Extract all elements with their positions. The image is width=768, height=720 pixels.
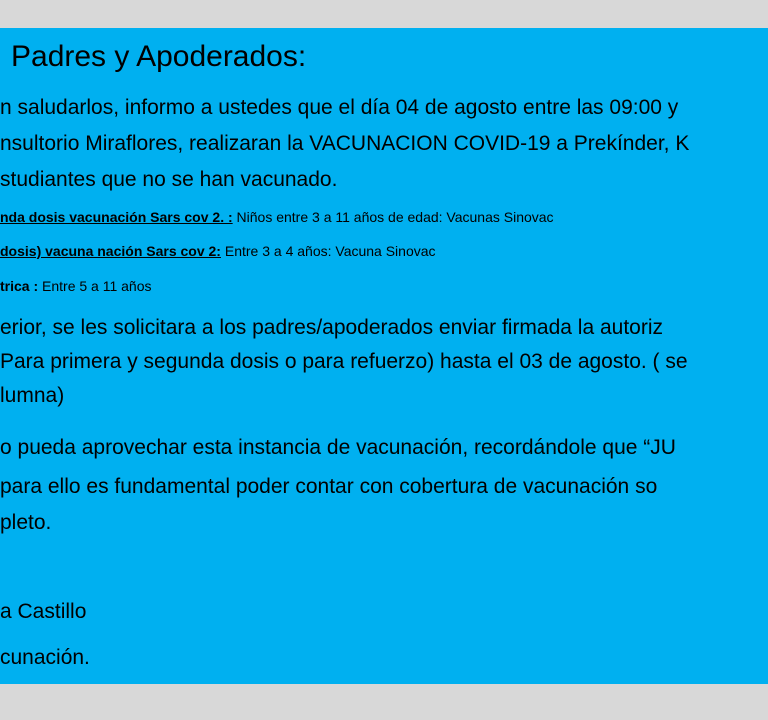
announcement-slide bbox=[0, 28, 768, 684]
closing-line-2: para ello es fundamental poder contar con cobertura de vacunación so bbox=[0, 475, 658, 498]
authorization-line-3: lumna) bbox=[0, 384, 65, 407]
signature-name: a Castillo bbox=[0, 600, 87, 623]
vaccine-item-pediatric bbox=[0, 278, 152, 294]
item-text: Niños entre 3 a 11 años de edad: Vacunas Sinovac bbox=[232, 209, 554, 225]
item-label: trica : bbox=[0, 278, 39, 294]
authorization-line-2: Para primera y segunda dosis o para refuerzo) hasta el 03 de agosto. ( se bbox=[0, 350, 688, 373]
intro-line-1: n saludarlos, informo a ustedes que el día 04 de agosto entre las 09:00 y bbox=[0, 96, 679, 119]
signature-role: cunación. bbox=[0, 646, 90, 669]
closing-line-1: o pueda aprovechar esta instancia de vacunación, recordándole que “JU bbox=[0, 436, 676, 459]
intro-line-2: nsultorio Miraflores, realizaran la VACUNACION COVID-19 a Prekínder, K bbox=[0, 132, 690, 155]
authorization-line-1: erior, se les solicitara a los padres/apoderados enviar firmada la autoriz bbox=[0, 316, 664, 339]
closing-line-3: pleto. bbox=[0, 511, 52, 534]
greeting-title: Padres y Apoderados: bbox=[11, 40, 307, 73]
item-label: dosis) vacuna nación Sars cov 2: bbox=[0, 243, 221, 259]
vaccine-item-second-dose bbox=[0, 209, 554, 225]
item-label: nda dosis vacunación Sars cov 2. : bbox=[0, 209, 233, 225]
intro-line-3: studiantes que no se han vacunado. bbox=[0, 168, 338, 191]
item-text: Entre 3 a 4 años: Vacuna Sinovac bbox=[220, 243, 436, 259]
item-text: Entre 5 a 11 años bbox=[38, 278, 152, 294]
vaccine-item-first-dose bbox=[0, 243, 436, 259]
